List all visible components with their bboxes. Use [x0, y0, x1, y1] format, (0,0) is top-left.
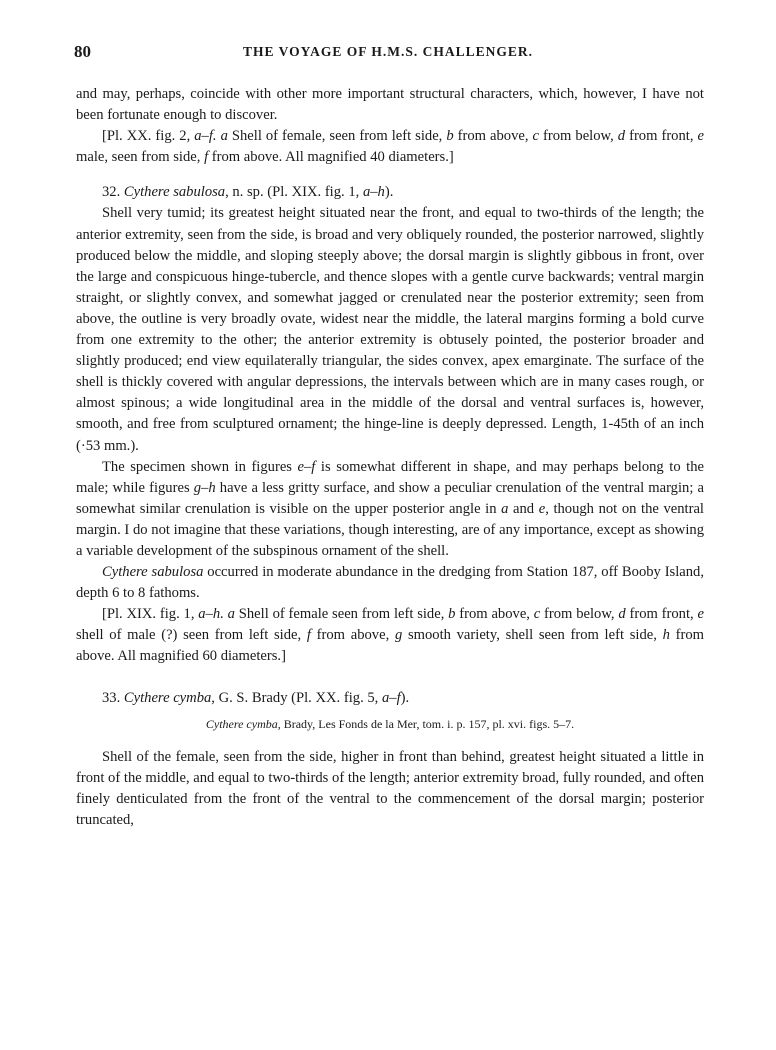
species-figures: a–f: [381, 689, 401, 706]
caption-italic: a–h.: [198, 606, 224, 623]
description-paragraph: Shell very tumid; its greatest height situated near the front, and equal to two-thirds of the length; the anterior extremity, seen from the side, is broad and very obliquely rounded, the posterior narrowed, slightly produced below the middle, and sloping steeply above; the dorsal margin is slightly gibbous in front, over the large and conspicuous hinge-tubercle, and thence slopes with a gentle curve backwards; ventral margin straight, or slightly convex, and somewhat jagged or crenulated near the posterior extremity; seen from above, the outline is very broadly ovate, widest near the middle, the lateral margins forming a bold curve from one extremity to the other; the anterior extremity is obtusely pointed, the posterior broader and slightly produced; end view equilaterally triangular, the sides convex, apex emarginate. The surface of the shell is thickly covered with angular depressions, the intervals between which are in many cases rough, or almost spinous; a wide longitudinal area in the middle of the dorsal and ventral surfaces is, however, smooth, and free from sculptured ornament; the hinge-line is deeply depressed. Length, 1-45th of an inch (·53 mm.).: [76, 205, 704, 454]
caption-text: male, seen from side,: [76, 149, 205, 166]
para-text: is somewhat different in shape, and may perhaps belong to the male; while figures: [76, 458, 704, 496]
caption-text: shell of male (?) seen from left side,: [76, 627, 307, 644]
para-italic: a: [501, 500, 509, 517]
species-close: ).: [400, 689, 410, 706]
species-figures: a–h: [362, 184, 385, 201]
caption-text: smooth variety, shell seen from left side,: [402, 627, 663, 644]
synonymy-reference: [76, 715, 704, 733]
para-text: The specimen shown in figures: [102, 458, 298, 475]
caption-text: from below,: [540, 606, 619, 623]
para-text: have a less gritty surface, and show a peculiar crenulation of the ventral margin; a somewhat similar crenulation is visible on the upper posterior angle in: [76, 479, 704, 517]
caption-italic: d: [617, 128, 626, 145]
caption-italic: g: [394, 627, 403, 644]
synonym-name: Cythere cymba: [205, 716, 278, 731]
species-close: ).: [384, 184, 394, 201]
species-authority: , n. sp. (Pl. XIX. fig. 1,: [225, 184, 363, 201]
para-italic: Cythere sabulosa: [102, 564, 204, 581]
caption-text: from front,: [625, 128, 698, 145]
species-name: Cythere sabulosa: [123, 184, 226, 201]
caption-text: Shell of female seen from left side,: [234, 606, 449, 623]
description-paragraph-33: Shell of the female, seen from the side, higher in front than behind, greatest height situated a little in front of the middle, and equal to two-thirds of the length; anterior extremity broad, fully rounded, and often finely denticulated from the front of the ventral to the commencement of the dorsal margin; posterior truncated,: [76, 748, 704, 828]
caption-italic: h: [662, 627, 670, 644]
para-italic: g–h: [193, 479, 216, 496]
caption-text: from above,: [453, 128, 533, 145]
caption-italic: d: [618, 606, 626, 623]
species-heading-33: [76, 688, 704, 709]
caption-text: from above,: [455, 606, 534, 623]
running-title: THE VOYAGE OF H.M.S. CHALLENGER.: [242, 44, 534, 59]
caption-text: [Pl. XIX. fig. 1,: [102, 606, 199, 623]
paragraph-continuation: and may, perhaps, coincide with other more important structural characters, which, however, I have not been fortunate enough to discover.: [76, 86, 704, 124]
species-number: 33.: [102, 689, 124, 706]
page-header: [74, 42, 702, 66]
caption-text: [Pl. XX. fig. 2,: [102, 128, 195, 145]
species-number: 32.: [102, 184, 124, 201]
caption-italic: b: [448, 606, 456, 623]
plate-caption-xx: [76, 126, 704, 168]
page-body: [76, 84, 704, 831]
para-text: occurred in moderate abundance in the dredging from Station 187, off Booby Island, depth 6 to 8 fathoms.: [76, 564, 705, 602]
caption-text: from front,: [625, 606, 698, 623]
caption-text: from below,: [539, 128, 618, 145]
caption-italic: b: [446, 128, 454, 145]
caption-italic: e: [697, 128, 704, 145]
para-text: and: [508, 500, 539, 517]
para-text: , though not on the ventral margin. I do not imagine that these variations, though interesting, are of any importance, except as showing a variable development of the subspinous ornament of the shell.: [76, 500, 704, 559]
caption-italic: c: [532, 128, 540, 145]
caption-text: Shell of female, seen from left side,: [227, 128, 447, 145]
caption-italic: f: [306, 627, 311, 644]
caption-italic: c: [533, 606, 541, 623]
page-number: 80: [74, 42, 91, 61]
caption-italic: a–f.: [194, 128, 217, 145]
species-name: Cythere cymba: [123, 689, 212, 706]
caption-text: from above,: [310, 627, 395, 644]
occurrence-paragraph: [76, 562, 704, 604]
species-heading-32: [76, 182, 704, 203]
specimen-paragraph: [76, 457, 704, 562]
synonym-citation: , Brady, Les Fonds de la Mer, tom. i. p. 157, pl. xvi. figs. 5–7.: [277, 716, 575, 731]
plate-caption-xix: [76, 604, 704, 667]
species-authority: , G. S. Brady (Pl. XX. fig. 5,: [211, 689, 382, 706]
caption-text: from above. All magnified 40 diameters.]: [208, 149, 454, 166]
para-italic: e–f: [297, 458, 316, 475]
caption-text: from above. All magnified 60 diameters.]: [76, 627, 704, 665]
caption-italic: a: [220, 128, 228, 145]
caption-italic: e: [697, 606, 704, 623]
caption-italic: a: [227, 606, 235, 623]
para-italic: e: [538, 500, 546, 517]
caption-italic: f: [204, 149, 209, 166]
